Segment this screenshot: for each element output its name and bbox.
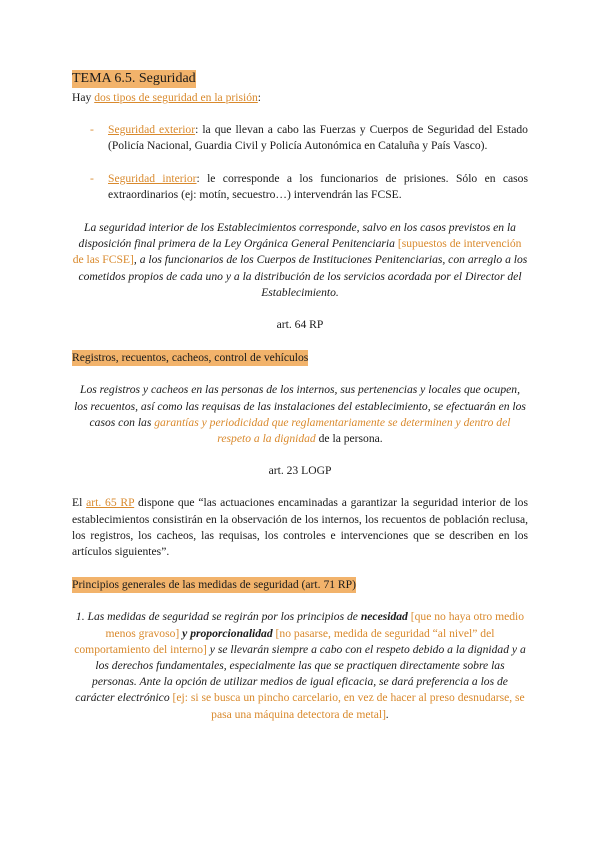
quote-note: [supuestos de intervención de las FCSE] xyxy=(72,237,522,267)
bullet-text: : la que llevan a cabo las Fuerzas y Cuerpos de Seguridad del Estado (Policía Nacional, Guardia Civil y Policía Autonómica en Cataluña y País Vasco). xyxy=(108,123,528,153)
quote-note: [ej: si se busca un pincho carcelario, en vez de hacer al preso desnudarse, se pasa una máquina detectora de metal] xyxy=(169,691,525,721)
quote-note: [que no haya otro medio menos gravoso] xyxy=(105,610,525,640)
article-link[interactable]: art. 65 RP xyxy=(86,496,135,510)
section-heading-text: Registros, recuentos, cacheos, control de vehículos xyxy=(72,350,308,366)
quote-text: y se llevarán siempre a cabo con el respeto debido a la dignidad y a los derechos fundamentales, especialmente las que se practiquen directamente sobre las personas. Ante la opción de utilizar medios de igual eficacia, se dará preferencia a los de carácter electrónico xyxy=(75,642,526,705)
source-citation: art. 64 RP xyxy=(276,318,324,332)
intro-link[interactable]: dos tipos de seguridad en la prisión xyxy=(94,91,258,104)
quote-bold: proporcionalidad xyxy=(190,626,273,640)
bullet-dash: - xyxy=(90,123,94,137)
para-prefix: El xyxy=(72,496,87,510)
bullet-text: : le corresponde a los funcionarios de prisiones. Sólo en casos extraordinarios (ej: motín, secuestro…) intervendrán las FCSE. xyxy=(108,171,528,201)
quote-bold: y xyxy=(182,626,191,640)
term-link[interactable]: Seguridad exterior xyxy=(108,123,196,137)
quote-text: Los registros y cacheos en las personas de los internos, sus pertenencias y locales que ocupen, los recuentos, así como las requisas de las instalaciones del establecimiento, se efectuarán en los casos con las xyxy=(74,383,526,429)
para-text: dispone que “las actuaciones encaminadas a garantizar la seguridad interior de los establecimientos consistirán en la observación de los internos, los recuentos de población reclusa, los registros, los cacheos, las requisas, los controles e intervenciones que se describen en los artículos siguientes”. xyxy=(72,496,528,559)
quote-block xyxy=(72,609,528,722)
security-types-list xyxy=(72,122,528,203)
list-item xyxy=(72,171,528,203)
section-heading-text: Principios generales de las medidas de seguridad (art. 71 RP) xyxy=(72,577,356,593)
quote-highlight: garantías y periodicidad que reglamentariamente se determinen y dentro del respeto a la dignidad xyxy=(154,415,511,446)
bullet-dash: - xyxy=(90,171,94,185)
quote-note: [no pasarse, medida de seguridad “al nivel” del comportamiento del interno] xyxy=(74,626,495,656)
quote-bold: necesidad xyxy=(360,610,408,624)
quote-text: 1. Las medidas de seguridad se regirán por los principios de xyxy=(75,610,361,624)
quote-block xyxy=(72,220,528,301)
title-text: TEMA 6.5. Seguridad xyxy=(72,71,196,86)
quote-block xyxy=(72,382,528,447)
intro-paragraph xyxy=(72,90,528,106)
quote-text: La seguridad interior de los Establecimientos corresponde, salvo en los casos previstos en la disposición final primera de la Ley Orgánica General Penitenciaria xyxy=(78,221,516,251)
list-item xyxy=(72,122,528,154)
quote-text: , a los funcionarios de los Cuerpos de Instituciones Penitenciarias, con arreglo a los cometidos propios de cada uno y a la distribución de los servicios acordada por el Director del Establecimiento. xyxy=(78,253,528,299)
page-title xyxy=(72,70,528,88)
section-heading xyxy=(72,350,528,366)
intro-suffix: : xyxy=(257,91,262,104)
quote-text: . xyxy=(385,707,389,721)
body-paragraph xyxy=(72,495,528,560)
intro-prefix: Hay xyxy=(72,91,95,104)
section-heading xyxy=(72,577,528,593)
quote-text: de la persona. xyxy=(315,432,383,446)
source-citation: art. 23 LOGP xyxy=(268,464,332,478)
term-link[interactable]: Seguridad interior xyxy=(108,171,197,185)
